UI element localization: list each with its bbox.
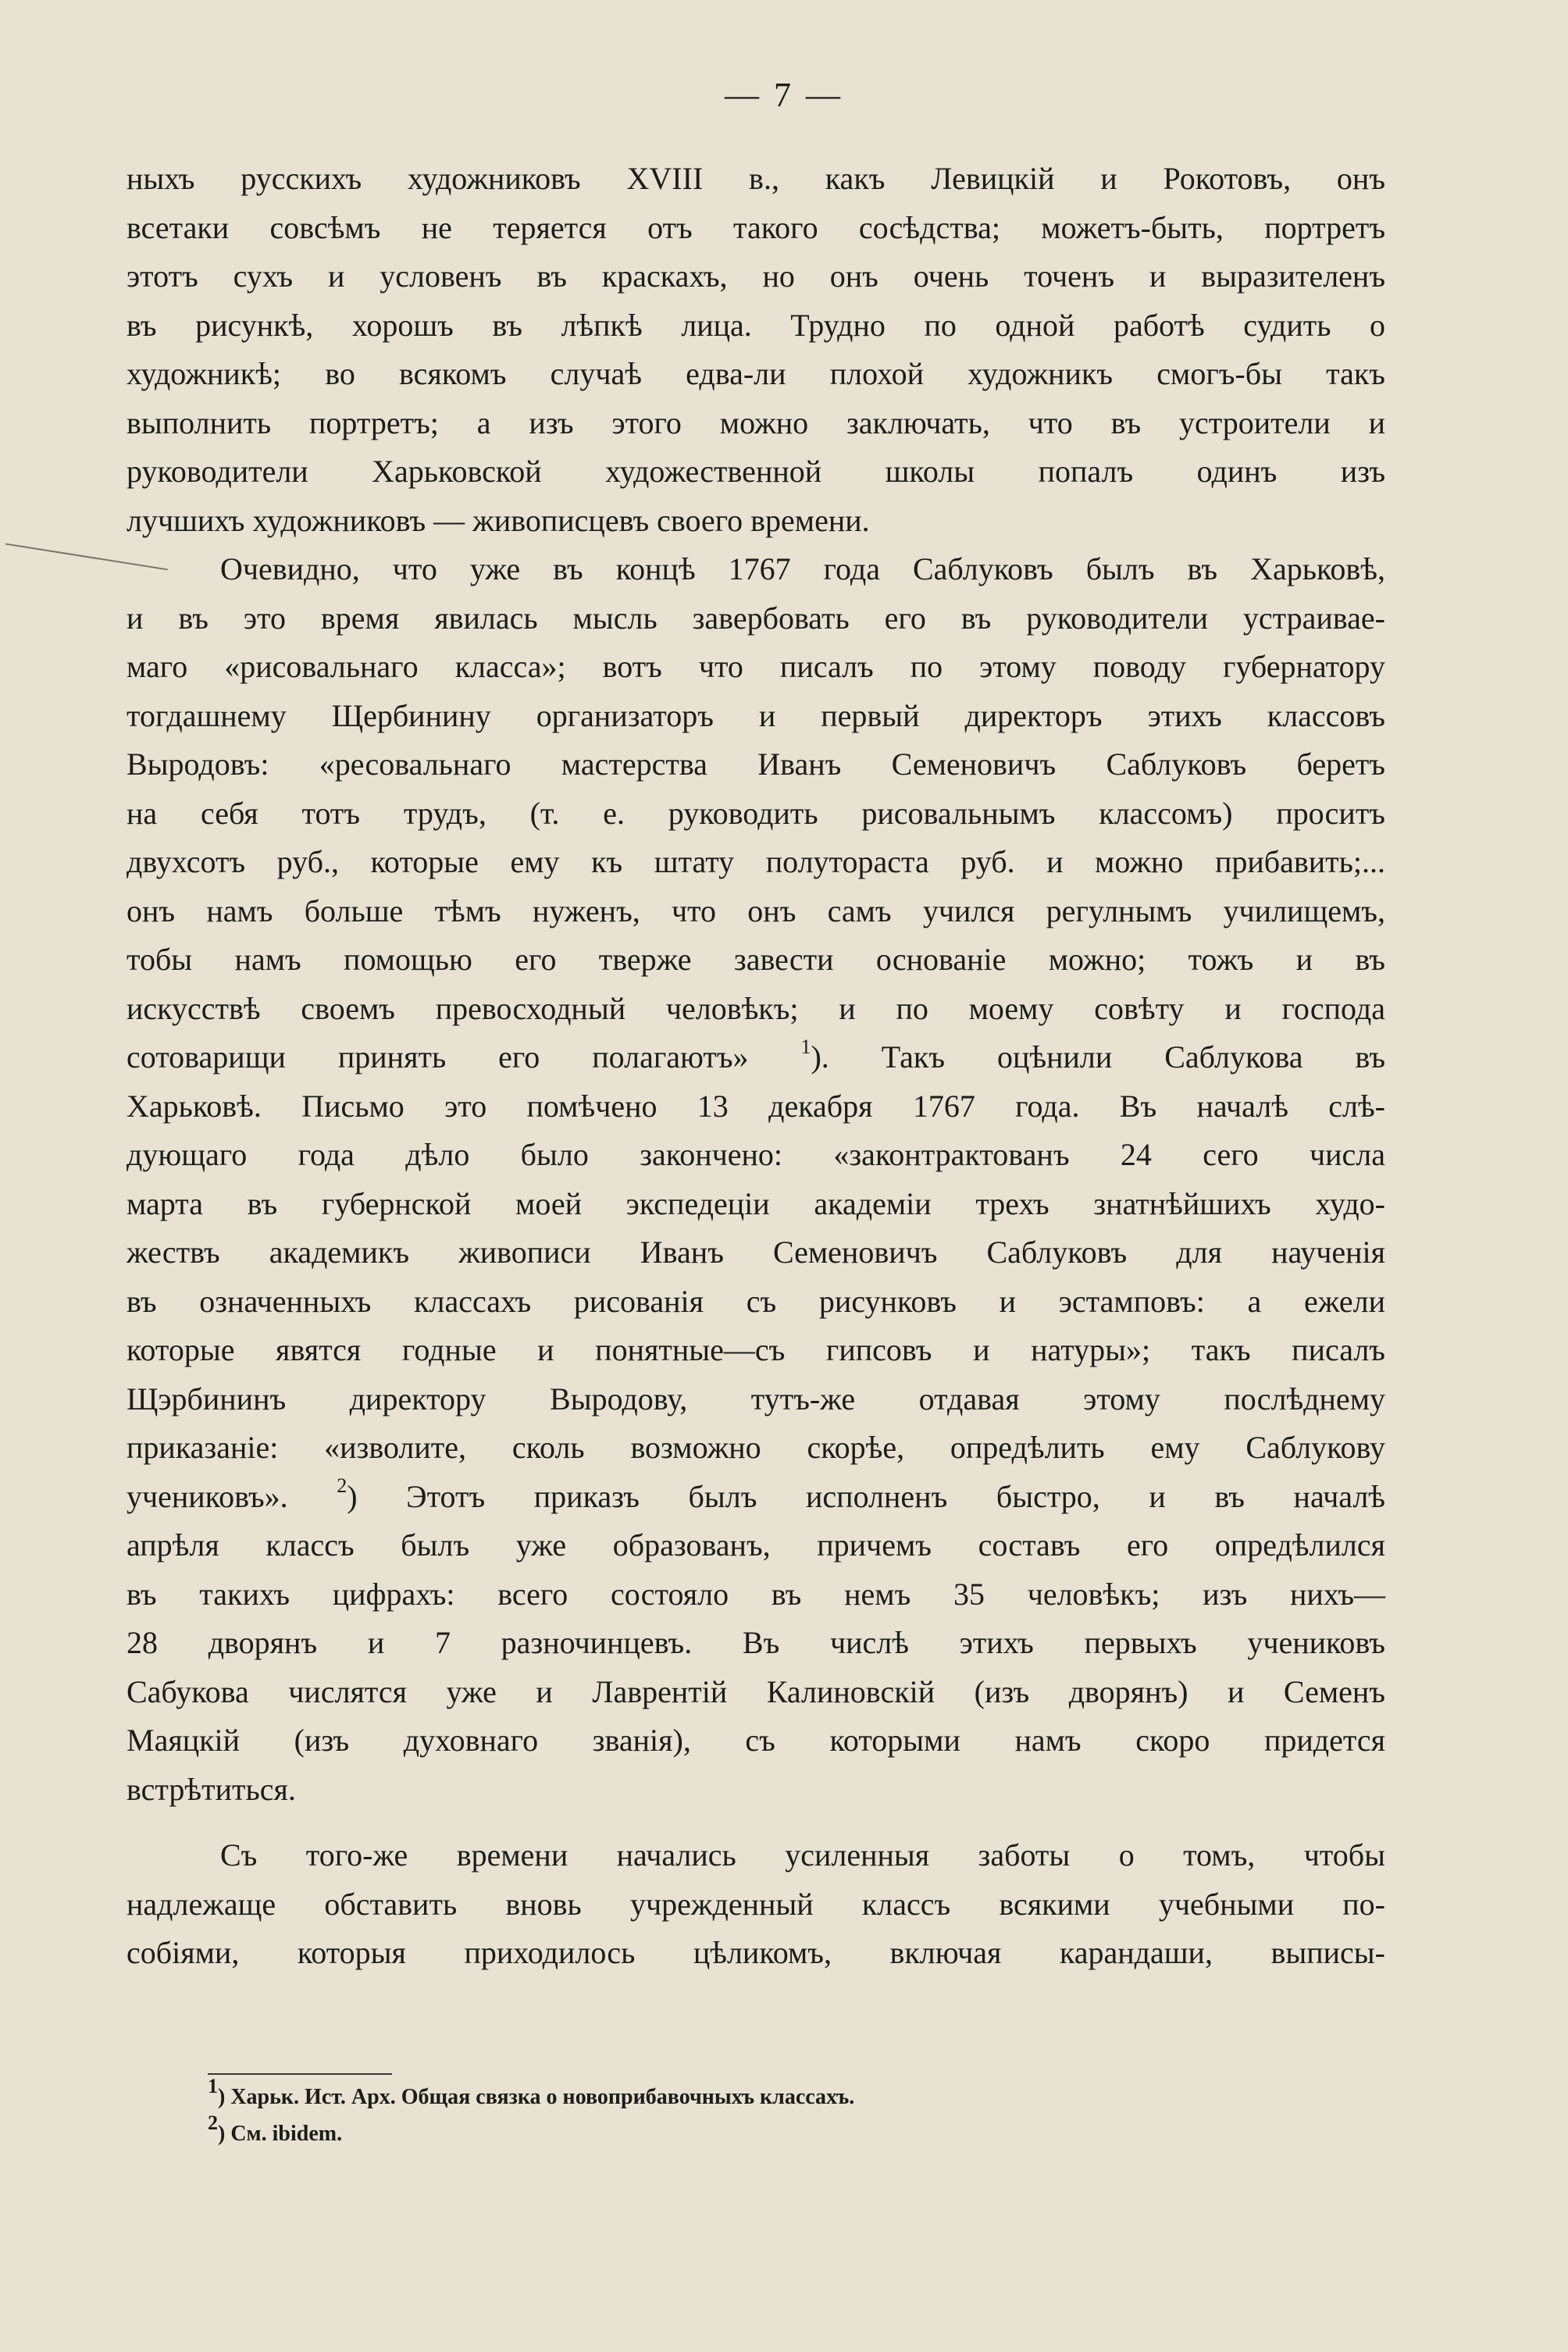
page-number: — 7 —	[725, 76, 843, 114]
text-line: и въ это время явилась мысль завербовать его въ руководители устраивае-	[127, 600, 1385, 636]
text-segment: ) Этотъ приказъ былъ исполненъ быстро, и въ началѣ	[347, 1478, 1385, 1514]
footnote-text: ) Харьк. Ист. Арх. Общая связка о новоприбавочныхъ классахъ.	[218, 2085, 855, 2109]
text-line: выполнить портретъ; а изъ этого можно заключать, что въ устроители и	[127, 404, 1385, 440]
text-line: художникѣ; во всякомъ случаѣ едва-ли плохой художникъ смогъ-бы такъ	[127, 356, 1385, 391]
text-line: руководители Харьковской художественной школы попалъ одинъ изъ	[127, 454, 1385, 489]
text-line: на себя тотъ трудъ, (т. е. руководить рисовальнымъ классомъ) проситъ	[127, 795, 1385, 831]
text-line: собіями, которыя приходилось цѣликомъ, включая карандаши, выписы-	[127, 1935, 1385, 1970]
main-text	[127, 155, 1385, 1978]
text-line: марта въ губернской моей экспедеціи академіи трехъ знатнѣйшихъ худо-	[127, 1185, 1385, 1221]
footnote-mark: 2	[208, 2111, 218, 2134]
text-line: двухсотъ руб., которые ему къ штату полутораста руб. и можно прибавить;...	[127, 844, 1385, 879]
text-line: маго «рисовальнаго класса»; вотъ что писалъ по этому поводу губернатору	[127, 649, 1385, 684]
paragraph-start-line: Съ того-же времени начались усиленныя заботы о томъ, чтобы	[220, 1837, 1385, 1873]
text-line: всетаки совсѣмъ не теряется отъ такого сосѣдства; можетъ-быть, портретъ	[127, 209, 1385, 245]
text-line: этотъ сухъ и условенъ въ краскахъ, но онъ очень точенъ и выразителенъ	[127, 258, 1385, 294]
footnote-2	[208, 2111, 343, 2147]
text-line: искусствѣ своемъ превосходный человѣкъ; и по моему совѣту и господа	[127, 990, 1385, 1026]
text-line: которые явятся годные и понятные—съ гипсовъ и натуры»; такъ писалъ	[127, 1332, 1385, 1367]
text-line: онъ намъ больше тѣмъ нуженъ, что онъ самъ учился регулнымъ училищемъ,	[127, 893, 1385, 928]
text-line: тогдашнему Щербинину организаторъ и первый директоръ этихъ классовъ	[127, 697, 1385, 733]
text-line-with-footnote	[127, 1033, 1385, 1082]
text-line: Маяцкій (изъ духовнаго званія), съ которыми намъ скоро придется	[127, 1723, 1385, 1758]
footnote-divider	[208, 2073, 392, 2075]
text-line: лучшихъ художниковъ — живописцевъ своего времени.	[127, 502, 870, 538]
text-line: апрѣля классъ былъ уже образованъ, причемъ составъ его опредѣлился	[127, 1527, 1385, 1563]
text-line: тобы намъ помощью его тверже завести основаніе можно; тожъ и въ	[127, 942, 1385, 977]
text-segment: ). Такъ оцѣнили Саблукова въ	[811, 1039, 1386, 1074]
text-line: жествъ академикъ живописи Иванъ Семеновичъ Саблуковъ для наученія	[127, 1235, 1385, 1270]
text-line: Харьковѣ. Письмо это помѣчено 13 декабря 1767 года. Въ началѣ слѣ-	[127, 1088, 1385, 1124]
text-line: дующаго года дѣло было закончено: «законтрактованъ 24 сего числа	[127, 1137, 1385, 1172]
text-line: Выродовъ: «ресовальнаго мастерства Иванъ Семеновичъ Саблуковъ беретъ	[127, 747, 1385, 782]
footnote-ref-2[interactable]: 2	[337, 1474, 347, 1498]
text-line: встрѣтиться.	[127, 1771, 296, 1807]
footnote-ref-1[interactable]: 1	[800, 1035, 811, 1058]
text-line-with-footnote	[127, 1473, 1385, 1522]
footnote-1	[208, 2074, 855, 2110]
text-line: Щэрбининъ директору Выродову, тутъ-же отдавая этому послѣднему	[127, 1381, 1385, 1417]
text-segment: сотоварищи принять его полагаютъ»	[127, 1039, 749, 1074]
text-line: въ означенныхъ классахъ рисованія съ рисунковъ и эстамповъ: а ежели	[127, 1283, 1385, 1319]
text-line: приказаніе: «изволите, сколь возможно скорѣе, опредѣлить ему Саблукову	[127, 1430, 1385, 1465]
text-line: ныхъ русскихъ художниковъ XVIII в., какъ Левицкій и Рокотовъ, онъ	[127, 161, 1385, 196]
text-line: въ рисункѣ, хорошъ въ лѣпкѣ лица. Трудно по одной работѣ судить о	[127, 307, 1385, 343]
text-segment: учениковъ».	[127, 1478, 288, 1514]
paragraph-start-line: Очевидно, что уже въ концѣ 1767 года Саблуковъ былъ въ Харьковѣ,	[220, 551, 1385, 586]
text-line: Сабукова числятся уже и Лаврентій Калиновскій (изъ дворянъ) и Семенъ	[127, 1673, 1385, 1709]
text-line: 28 дворянъ и 7 разночинцевъ. Въ числѣ этихъ первыхъ учениковъ	[127, 1625, 1385, 1660]
text-line: надлежаще обставить вновь учрежденный классъ всякими учебными по-	[127, 1886, 1385, 1922]
text-line: въ такихъ цифрахъ: всего состояло въ немъ 35 человѣкъ; изъ нихъ—	[127, 1576, 1385, 1612]
footnote-text: ) См. ibidem.	[218, 2122, 343, 2146]
footnote-mark: 1	[208, 2074, 218, 2097]
